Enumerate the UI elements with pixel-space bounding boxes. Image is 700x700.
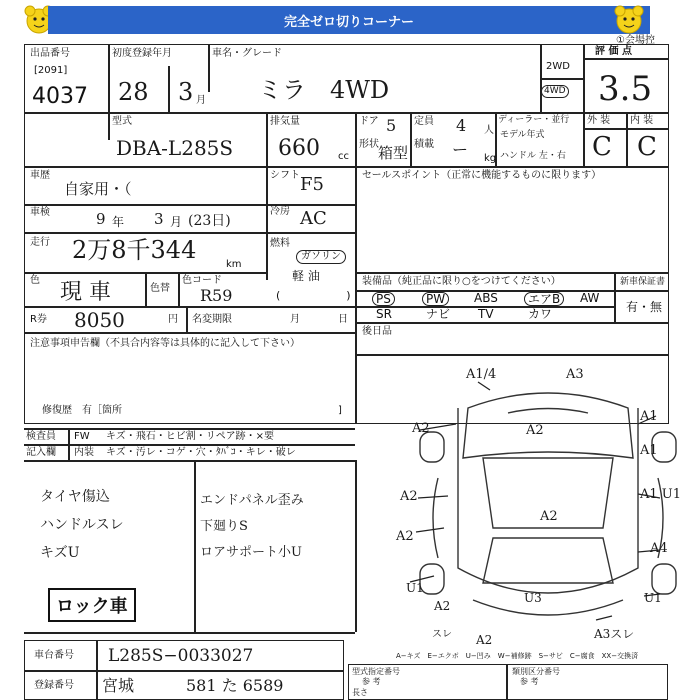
notes-header: 注意事項申告欄（不具合内容等は具体的に記入して下さい） [30, 338, 300, 349]
header-banner: 完全ゼロ切りコーナー [48, 6, 650, 34]
reg-number-value: 581 た 6589 [186, 676, 284, 695]
entry-col-label: 記入欄 [26, 447, 56, 458]
history-value: 自家用・（ [64, 180, 132, 198]
mark-rear-left-a2: A2 [434, 599, 451, 613]
inspection-label: 車検 [30, 207, 50, 218]
inspector-label: 検査員 [26, 431, 56, 442]
score-value: 3.5 [598, 69, 653, 109]
type-designation-label: 型式指定番号 [352, 667, 400, 676]
first-reg-label: 初度登録年月 [112, 48, 172, 59]
doors-label: ドア [359, 116, 379, 127]
history-label: 車歴 [30, 170, 50, 181]
equipment-pw: PW [422, 292, 449, 306]
fuel-label: 燃料 [270, 238, 290, 249]
rear-item-label: 後日品 [362, 326, 392, 337]
capacity-label: 定員 [414, 116, 434, 127]
note-tire: タイヤ傷込 [40, 489, 110, 505]
car-name-value: ミラ 4WD [258, 76, 390, 104]
equipment-navi: ナビ [426, 307, 451, 321]
cooler-label: 冷房 [270, 206, 290, 217]
score-label: 評 価 点 [595, 46, 632, 57]
model-year-label: モデル年式 [500, 130, 545, 140]
mark-front-a3: A3 [566, 367, 584, 382]
doors-value: 5 [386, 116, 397, 135]
inspection-day-value: (23日) [188, 213, 231, 229]
kg-unit: kg [484, 153, 497, 164]
mark-left-quarter-u1: U1 [406, 581, 424, 595]
name-change-day: 日 [338, 314, 348, 325]
chassis-value: L285S−0033027 [108, 646, 254, 666]
note-end-panel: エンドパネル歪み [200, 493, 304, 508]
mileage-value: 2万8千344 [72, 236, 197, 264]
model-code-value: DBA-L285S [116, 136, 234, 160]
exterior-grade-value: C [592, 132, 612, 162]
yen-unit: 円 [168, 314, 178, 325]
interior-grade-value: C [637, 132, 657, 162]
category-no-label: 類別区分番号 [512, 667, 560, 676]
model-label: 型式 [112, 116, 132, 127]
mark-left-rear-a2: A2 [396, 529, 414, 544]
two-wd-label: 2WD [546, 61, 570, 72]
fw-items: キズ・飛石・ヒビ割・リペア跡・×要 [106, 431, 274, 442]
recycle-value: 8050 [74, 308, 125, 332]
mark-left-front-a2: A2 [412, 421, 430, 436]
color-code-value: R59 [200, 286, 233, 305]
interior-label: 内 装 [630, 115, 654, 126]
displacement-label: 排気量 [270, 116, 300, 127]
mark-hood-a2: A2 [526, 423, 544, 438]
mark-right-front-a1: A1 [640, 409, 658, 424]
sales-point-label: セールスポイント（正常に機能するものに限ります） [362, 170, 602, 181]
name-grade-label: 車名・グレード [212, 48, 282, 59]
int-items: キズ・汚レ・コゲ・穴・ﾀﾊﾞｺ・キレ・破レ [106, 447, 296, 458]
inspection-year-unit: 年 [112, 215, 125, 229]
warranty-value: 有・無 [626, 300, 663, 314]
km-unit: km [226, 259, 242, 270]
reg-number-label: 登録番号 [34, 680, 74, 691]
color-value: 現 車 [60, 280, 111, 305]
lot-number: 4037 [32, 84, 88, 109]
mark-right-rear-a4: A4 [650, 541, 668, 556]
inspection-month-value: 3 [154, 210, 164, 228]
load-value: ー [452, 140, 469, 159]
capacity-value: 4 [456, 116, 467, 135]
fuel-gas-option: ガソリン [296, 250, 346, 264]
four-wd-label: 4WD [541, 85, 569, 98]
shift-label: シフト [270, 170, 300, 181]
equipment-ps: PS [372, 292, 395, 306]
cc-label: cc [338, 151, 349, 162]
note-lower-support: ロアサポート小U [200, 545, 302, 560]
mark-roof-a2: A2 [540, 509, 558, 524]
warranty-label: 新車保証書 [620, 277, 666, 287]
note-handle: ハンドルスレ [40, 517, 124, 533]
fw-label: FW [74, 431, 90, 442]
mark-rear-right-a3: A3スレ [594, 627, 635, 641]
color-label: 色 [30, 275, 40, 286]
shape-value: 箱型 [378, 144, 409, 162]
equipment-tv: TV [478, 307, 494, 321]
reg-month-unit: 月 [196, 95, 206, 106]
fuel-diesel-option: 軽 油 [292, 269, 320, 283]
dealer-label: ディーラー・並行 [498, 115, 570, 125]
mark-rear-center-a2: A2 [476, 633, 493, 647]
exterior-label: 外 装 [587, 115, 611, 126]
mark-rear-left-scuff: スレ [432, 629, 452, 640]
mascot-right-icon [612, 5, 646, 39]
reg-month-value: 3 [178, 78, 194, 106]
color-change-label: 色替 [150, 283, 170, 294]
length-label: 長さ [352, 688, 368, 697]
lot-label: 出品番号 [30, 48, 70, 59]
equipment-sr: SR [376, 307, 392, 321]
mark-front-a14: A1/4 [466, 367, 497, 382]
equipment-aw: AW [580, 291, 600, 305]
persons-unit: 人 [484, 125, 494, 136]
venue-copy-label: ①会場控 [616, 35, 655, 46]
reg-pref-value: 宮城 [102, 676, 135, 695]
fuel-blank-paren: ( ) [276, 289, 351, 302]
chassis-label: 車台番号 [34, 650, 74, 661]
load-label: 積載 [414, 139, 434, 150]
inspection-month-unit: 月 [170, 215, 183, 229]
damage-legend: A−キズ E−エクボ U−凹み W−補修跡 S−サビ C−腐食 XX−交換済 [396, 652, 639, 660]
color-code-label: 色コード [182, 275, 222, 286]
mark-right-quarter-u1: U1 [644, 591, 662, 605]
mark-right-door-a1u1: A1 U1 [640, 487, 682, 502]
note-scratch: キズU [40, 545, 80, 561]
name-change-month: 月 [290, 314, 300, 325]
handle-label: ハンドル 左・右 [500, 151, 566, 161]
lock-car-stamp: ロック車 [48, 588, 136, 622]
recycle-label: R券 [30, 314, 47, 325]
displacement-value: 660 [278, 136, 320, 161]
mark-left-door-a2: A2 [400, 489, 418, 504]
shape-label: 形状 [359, 139, 379, 150]
equipment-abs: ABS [474, 291, 498, 305]
shift-value: F5 [300, 174, 324, 195]
cooler-value: AC [300, 208, 327, 229]
note-underbody: 下廻りS [200, 519, 248, 534]
int-label: 内装 [74, 447, 94, 458]
type-designation-ref: 参 考 [362, 677, 381, 686]
equipment-airbag: エアB [524, 292, 564, 306]
inspection-year-value: 9 [96, 210, 106, 228]
mark-trunk-u3: U3 [524, 591, 542, 605]
repair-close-bracket: ] [338, 405, 342, 416]
mark-right-fender-a1: A1 [640, 443, 658, 458]
equipment-leather: カワ [528, 307, 553, 321]
category-no-ref: 参 考 [520, 677, 539, 686]
reg-year-value: 28 [118, 78, 149, 106]
name-change-label: 名変期限 [192, 314, 232, 325]
repair-history-label: 修復歴 有［箇所 [42, 405, 122, 416]
equipment-label: 装備品（純正品に限り○をつけてください） [362, 276, 561, 287]
mileage-label: 走行 [30, 237, 50, 248]
lot-sub-number: [2091] [34, 65, 68, 76]
